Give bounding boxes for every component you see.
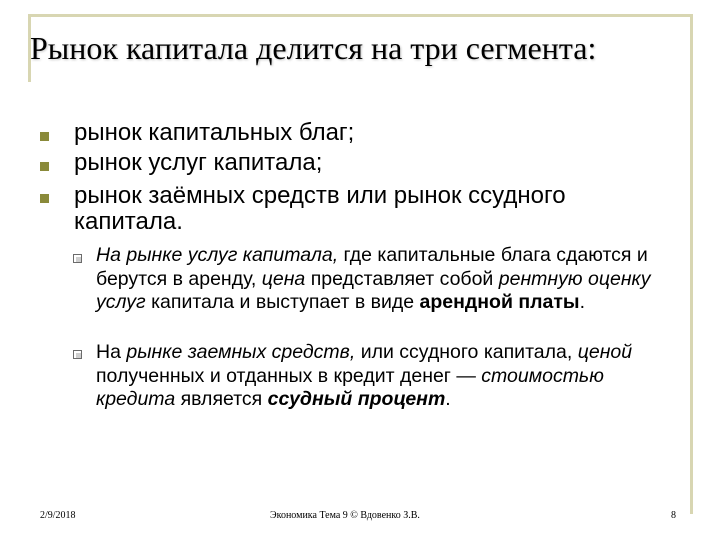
slide-title: Рынок капитала делится на три сегмента:	[30, 30, 597, 66]
emphasis-text: цена	[261, 267, 306, 290]
text-span: полученных и отданных в кредит денег —	[96, 364, 482, 387]
sub-bullet-item-2	[96, 341, 686, 412]
emphasis-text: рентную оценку услуг	[96, 267, 651, 313]
bold-emphasis-text: ссудный процент	[267, 388, 446, 410]
sub-bullet-marker	[73, 350, 82, 359]
sub-bullet-marker	[73, 254, 82, 263]
frame-right-line	[690, 14, 693, 514]
text-span: где капитальные блага сдаются и берутся в аренду,	[96, 244, 648, 290]
emphasis-text: рынке заемных средств,	[126, 341, 356, 363]
emphasis-text: стоимостью кредита	[96, 364, 604, 410]
text-span: представляет собой	[305, 267, 499, 290]
text-span: является	[175, 388, 268, 410]
emphasis-text: На рынке услуг капитала,	[96, 244, 339, 266]
footer-date: 2/9/2018	[40, 510, 76, 521]
text-span: На	[96, 341, 127, 363]
sub-bullet-item-1	[96, 244, 686, 315]
text-span: или ссудного капитала,	[355, 341, 578, 363]
text-span: капитала и выступает в виде	[145, 291, 420, 313]
emphasis-text: ценой	[577, 341, 633, 363]
text-span: .	[579, 291, 585, 313]
bullet-marker	[40, 132, 49, 141]
frame-top-line	[28, 14, 692, 17]
bullet-item-2: рынок услуг капитала;	[74, 149, 323, 176]
footer-page-number: 8	[671, 510, 676, 521]
text-span: .	[445, 388, 451, 410]
bold-text: арендной платы	[419, 291, 580, 313]
footer-center: Экономика Тема 9 © Вдовенко З.В.	[270, 510, 420, 521]
bullet-item-1: рынок капитальных благ;	[74, 119, 355, 146]
bullet-marker	[40, 162, 49, 171]
bullet-item-3: рынок заёмных средств или рынок ссудного капитала.	[74, 182, 566, 235]
bullet-marker	[40, 194, 49, 203]
